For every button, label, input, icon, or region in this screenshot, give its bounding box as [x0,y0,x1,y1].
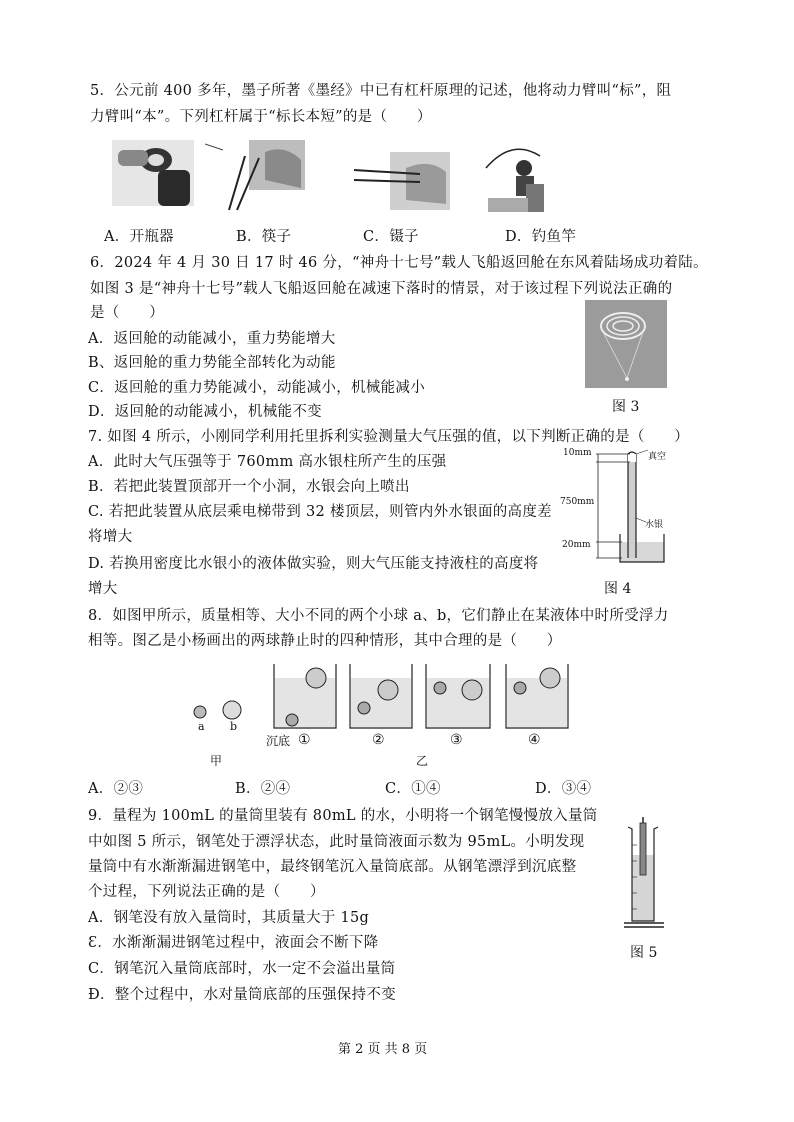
q6-option-a: A．返回舱的动能减小，重力势能增大 [88,331,336,347]
parachute-capsule-image [585,300,667,388]
beaker-1-label: ① [298,732,311,748]
q6-option-c: C．返回舱的重力势能减小，动能减小，机械能减小 [88,380,425,396]
ball-b-label: b [230,720,238,733]
beaker-4-label: ④ [528,732,541,748]
figure-5-label: 图 5 [630,945,658,961]
bottle-opener-image [112,140,194,206]
q6-option-b: B、返回舱的重力势能全部转化为动能 [88,355,336,371]
q7-option-c-cont: 将增大 [88,529,133,545]
q8-option-d: D．③④ [535,781,592,797]
torricelli-20mm-label: 20mm [562,540,591,550]
q8-stem-line2: 相等。图乙是小杨画出的两球静止时的四种情形，其中合理的是（ ） [88,633,562,649]
q7-option-d: D. 若换用密度比水银小的液体做实验，则大气压能支持液柱的高度将 [88,556,539,572]
torricelli-diagram [560,448,680,580]
q6-stem-line2: 如图 3 是“神舟十七号”载人飞船返回舱在减速下落时的情景，对于该过程下列说法正确的 [90,281,673,297]
ball-a-label: a [198,720,205,733]
q9-option-a: A．钢笔没有放入量筒时，其质量大于 15g [88,910,370,926]
beaker-3-label: ③ [450,732,463,748]
q9-stem-line2: 中如图 5 所示，钢笔处于漂浮状态，此时量筒液面示数为 95mL。小明发现 [88,834,585,850]
graduated-cylinder-diagram [620,815,670,937]
q9-option-d: Ð．整个过程中，水对量筒底部的压强保持不变 [88,987,397,1003]
q7-option-c: C. 若把此装置从底层乘电梯带到 32 楼顶层，则管内外水银面的高度差 [88,504,552,520]
torricelli-vacuum-label: 真空 [648,452,667,462]
q7-stem-line1: 7. 如图 4 所示，小刚同学利用托里拆利实验测量大气压强的值，以下判断正确的是（ ） [88,429,690,445]
q8-option-b: B．②④ [235,781,291,797]
q5-stem-line2: 力臂叫“本”。下列杠杆属于“标长本短”的是（ ） [90,109,432,125]
q8-stem-line1: 8．如图甲所示，质量相等、大小不同的两个小球 a、b，它们静止在某液体中时所受浮力 [88,608,669,624]
q5-option-c: C．镊子 [363,229,419,245]
fishing-rod-image [482,138,550,214]
figure-3-label: 图 3 [612,399,640,415]
figure-yi-label: 乙 [416,754,429,768]
q8-option-a: A．②③ [88,781,144,797]
figure-4-label: 图 4 [604,581,632,597]
chopsticks-image [205,140,305,212]
q9-option-b: Ɛ．水渐渐漏进钢笔过程中，液面会不断下降 [88,935,379,951]
q7-option-a: A．此时大气压强等于 760mm 高水银柱所产生的压强 [88,454,447,470]
q5-option-b: B．筷子 [236,229,292,245]
q5-option-a: A．开瓶器 [104,229,174,245]
tweezers-image [350,148,450,210]
floating-balls-diagram [188,658,578,768]
torricelli-mercury-label: 水银 [645,520,664,530]
q8-option-c: C．①④ [385,781,441,797]
torricelli-10mm-label: 10mm [563,448,592,458]
q7-option-b: B．若把此装置顶部开一个小洞，水银会向上喷出 [88,479,410,495]
q9-stem-line1: 9．量程为 100mL 的量筒里装有 80mL 的水，小明将一个钢笔慢慢放入量筒 [88,808,598,824]
q6-option-d: D．返回舱的动能减小，机械能不变 [88,404,322,420]
figure-jia-label: 甲 [210,754,223,768]
q5-option-d: D．钓鱼竿 [505,229,577,245]
page-footer: 第 2 页 共 8 页 [338,1042,428,1057]
q9-option-c: C．钢笔沉入量筒底部时，水一定不会溢出量筒 [88,961,396,977]
q9-stem-line3: 量筒中有水渐渐漏进钢笔中，最终钢笔沉入量筒底部。从钢笔漂浮到沉底整 [88,859,577,875]
q7-option-d-cont: 增大 [88,581,118,597]
q5-stem-line1: 5．公元前 400 多年，墨子所著《墨经》中已有杠杆原理的记述，他将动力臂叫“标”，阻 [90,83,672,99]
sink-label: 沉底 [266,734,291,748]
q9-stem-line4: 个过程，下列说法正确的是（ ） [88,884,325,900]
beaker-2-label: ② [372,732,385,748]
q6-stem-line1: 6．2024 年 4 月 30 日 17 时 46 分，“神舟十七号”载人飞船返回舱在东风着陆场成功着陆。 [90,255,708,271]
torricelli-750mm-label: 750mm [560,497,595,507]
q6-stem-line3: 是（ ） [90,305,164,321]
